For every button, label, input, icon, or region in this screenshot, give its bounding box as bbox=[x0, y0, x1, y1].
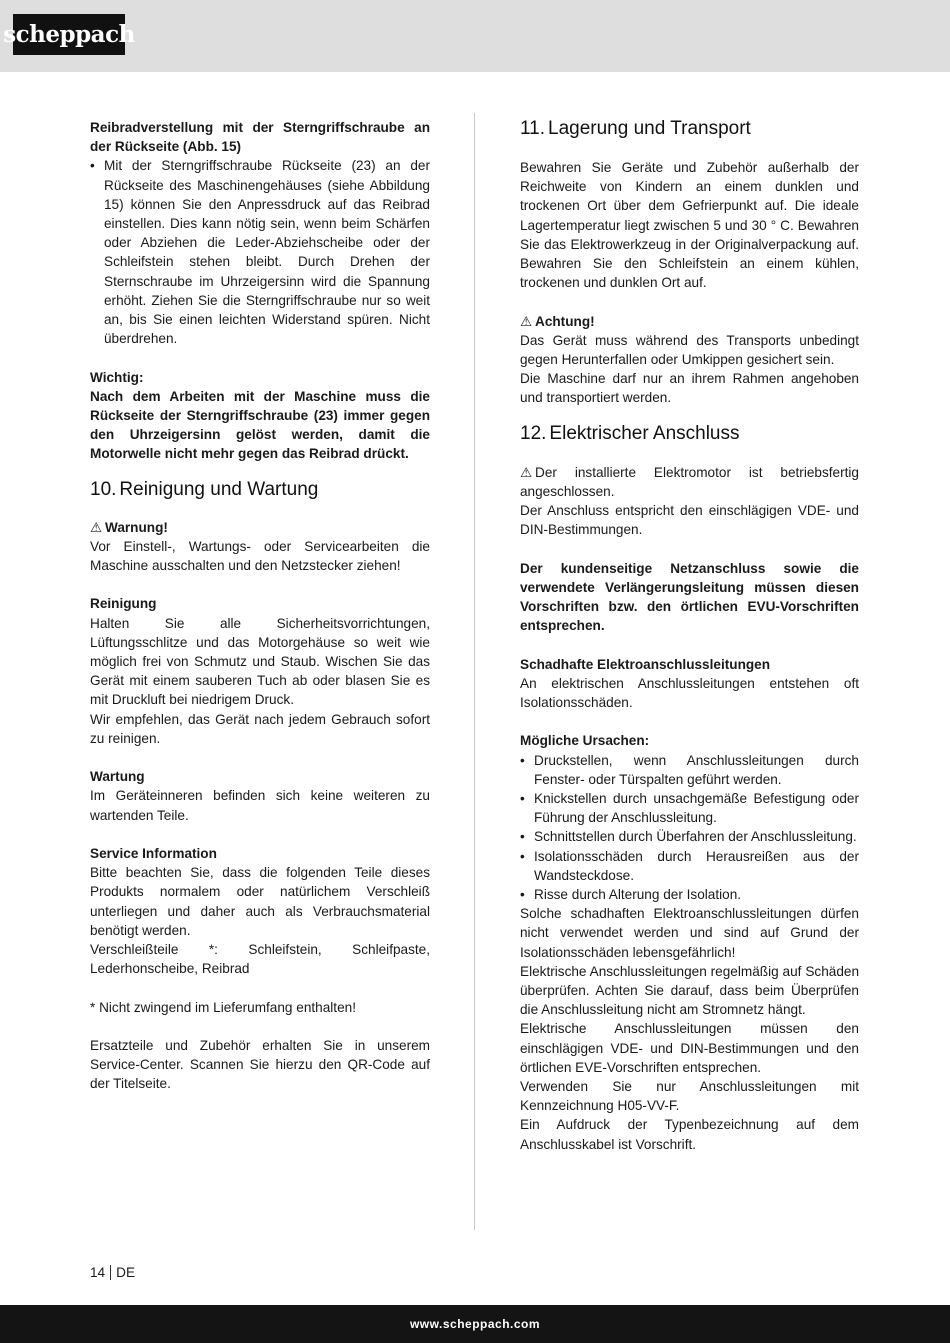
service-text-2: Verschleißteile *: Schleifstein, Schleifpaste, Lederhonscheibe, Reibrad bbox=[90, 942, 430, 977]
section-number: 12. bbox=[520, 422, 547, 444]
footer-separator bbox=[110, 1265, 111, 1280]
page-number: 14 bbox=[90, 1265, 106, 1280]
section-11-heading bbox=[520, 118, 859, 140]
language-code: DE bbox=[116, 1265, 136, 1280]
ursachen-list bbox=[520, 751, 859, 905]
section-10-heading bbox=[90, 479, 430, 501]
reinigung-text-1: Halten Sie alle Sicherheitsvorrichtungen, Lüftungsschlitze und das Motorgehäuse so weit wie möglich frei von Schmutz und Staub. Wischen Sie das Gerät mit einem sauberen Tuch ab oder blasen Sie es mit Druckluft bei niedrigem Druck. bbox=[90, 615, 430, 708]
reinigung-text-2: Wir empfehlen, das Gerät nach jedem Gebrauch sofort zu reinigen. bbox=[90, 711, 430, 746]
reibrad-heading: Reibradverstellung mit der Sterngriffschraube an der Rückseite (Abb. 15) bbox=[90, 120, 430, 155]
after-text-2: Elektrische Anschlussleitungen regelmäßig auf Schäden überprüfen. Achten Sie darauf, dass beim Überprüfen die Anschlussleitung nicht am Stromnetz hängt. bbox=[520, 963, 859, 1018]
ursachen-label: Mögliche Ursachen: bbox=[520, 733, 650, 749]
column-divider bbox=[474, 113, 475, 1230]
left-column bbox=[90, 118, 430, 1094]
section-number: 10. bbox=[90, 478, 117, 500]
wichtig-text: Nach dem Arbeiten mit der Maschine muss die Rückseite der Sterngriffschraube (23) immer gegen den Uhrzeigersinn gelöst werden, damit die Motorwelle nicht mehr gegen das Reibrad drückt. bbox=[90, 388, 430, 462]
section-12-heading bbox=[520, 423, 859, 445]
elektro-text-2: Der Anschluss entspricht den einschlägigen VDE- und DIN-Bestimmungen. bbox=[520, 503, 859, 538]
website-url: www.scheppach.com bbox=[409, 1317, 541, 1331]
section-number: 11. bbox=[520, 118, 546, 139]
schadhafte-label: Schadhafte Elektroanschlussleitungen bbox=[520, 656, 771, 672]
service-text-1: Bitte beachten Sie, dass die folgenden Teile dieses Produkts normalem oder natürlichem Verschleiß unterliegen und daher auch als Verbrauchsmaterial benötigt werden. bbox=[90, 865, 430, 938]
list-item: • Mit der Sterngriffschraube Rückseite (23) an der Rückseite des Maschinengehäuses (siehe Abbildung 15) können Sie den Anpressdruck auf das Reibrad einstellen. Dies kann nötig sein, wenn beim Schärfen oder Abziehen die Leder-Abziehscheibe oder der Schleifstein stehen bleibt. Durch Drehen der Sternschraube im Uhrzeigersinn wird die Spannung erhöht. Ziehen Sie die Sterngriffschraube nur so weit an, bis Sie einen leichten Widerstand spüren. Nicht überdrehen. bbox=[90, 156, 430, 348]
warning-icon: ⚠ bbox=[520, 313, 533, 329]
warnung-label bbox=[90, 518, 430, 537]
footer-band bbox=[0, 1305, 950, 1343]
warning-icon: ⚠ bbox=[520, 464, 533, 480]
wichtig-label: Wichtig: bbox=[90, 369, 144, 385]
section-title: Reinigung und Wartung bbox=[119, 478, 319, 500]
warnung-label-text: Warnung! bbox=[105, 519, 168, 535]
footnote: * Nicht zwingend im Lieferumfang enthalten! bbox=[90, 999, 356, 1015]
achtung-label-text: Achtung! bbox=[535, 313, 595, 329]
wartung-label: Wartung bbox=[90, 769, 145, 785]
section-title: Lagerung und Transport bbox=[548, 118, 751, 139]
right-column bbox=[520, 118, 859, 1154]
list-item: • Knickstellen durch unsachgemäße Befestigung oder Führung der Anschlussleitung. bbox=[520, 789, 859, 827]
schadhafte-text: An elektrischen Anschlussleitungen entstehen oft Isolationsschäden. bbox=[520, 675, 859, 711]
page-footer bbox=[90, 1265, 135, 1280]
achtung-text-2: Die Maschine darf nur an ihrem Rahmen angehoben und transportiert werden. bbox=[520, 371, 859, 406]
after-text-5: Ein Aufdruck der Typenbezeichnung auf dem Anschlusskabel ist Vorschrift. bbox=[520, 1117, 859, 1152]
reinigung-label: Reinigung bbox=[90, 596, 157, 612]
brand-logo: scheppach bbox=[13, 14, 125, 55]
list-item: • Isolationsschäden durch Herausreißen aus der Wandsteckdose. bbox=[520, 847, 859, 885]
after-text-3: Elektrische Anschlussleitungen müssen den einschlägigen VDE- und DIN-Bestimmungen und den örtlichen EVE-Vorschriften entsprechen. bbox=[520, 1021, 859, 1075]
achtung-text-1: Das Gerät muss während des Transports unbedingt gegen Herunterfallen oder Umkippen gesichert sein. bbox=[520, 332, 859, 368]
warning-icon: ⚠ bbox=[90, 519, 103, 535]
elektro-text-1-content: Der installierte Elektromotor ist betriebsfertig angeschlossen. bbox=[520, 464, 859, 499]
achtung-label bbox=[520, 312, 859, 331]
elektro-text-1 bbox=[520, 463, 859, 501]
lagerung-text: Bewahren Sie Geräte und Zubehör außerhalb der Reichweite von Kindern an einem dunklen und trockenen Ort über dem Gefrierpunkt auf. Die ideale Lagertemperatur liegt zwischen 5 und 30 ° C. Bewahren Sie das Elektrowerkzeug in der Originalverpackung auf. Bewahren Sie den Schleifstein an einem kühlen, trockenen und dunklen Ort auf. bbox=[520, 160, 859, 291]
warnung-text: Vor Einstell-, Wartungs- oder Servicearbeiten die Maschine ausschalten und den Netzstecker ziehen! bbox=[90, 538, 430, 574]
service-label: Service Information bbox=[90, 846, 217, 862]
header-band bbox=[0, 0, 950, 72]
after-text-4: Verwenden Sie nur Anschlussleitungen mit Kennzeichnung H05-VV-F. bbox=[520, 1079, 859, 1114]
after-text-1: Solche schadhaften Elektroanschlussleitungen dürfen nicht verwendet werden und sind auf Grund der Isolationsschäden lebensgefährlich! bbox=[520, 906, 859, 960]
netzanschluss-text: Der kundenseitige Netzanschluss sowie die verwendete Verlängerungsleitung müssen diesen Vorschriften bzw. den örtlichen EVU-Vorschriften entsprechen. bbox=[520, 560, 859, 634]
section-title: Elektrischer Anschluss bbox=[549, 422, 740, 444]
reibrad-list bbox=[90, 156, 430, 348]
list-item: • Risse durch Alterung der Isolation. bbox=[520, 885, 859, 904]
ersatzteile-text: Ersatzteile und Zubehör erhalten Sie in unserem Service-Center. Scannen Sie hierzu den QR-Code auf der Titelseite. bbox=[90, 1038, 430, 1092]
list-item: • Schnittstellen durch Überfahren der Anschlussleitung. bbox=[520, 827, 859, 846]
list-item: • Druckstellen, wenn Anschlussleitungen durch Fenster- oder Türspalten geführt werden. bbox=[520, 751, 859, 789]
wartung-text: Im Geräteinneren befinden sich keine weiteren zu wartenden Teile. bbox=[90, 788, 430, 823]
